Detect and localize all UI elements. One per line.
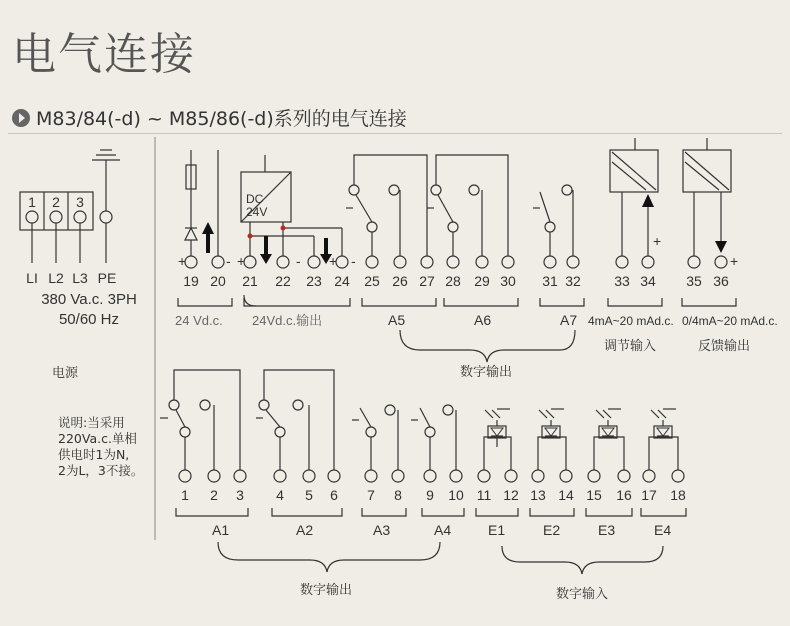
input-e4 xyxy=(649,409,678,470)
diode-icon xyxy=(185,228,197,240)
relay-a6 xyxy=(427,155,508,256)
terminal-23 xyxy=(308,256,320,268)
line-label: L2 xyxy=(48,270,64,286)
input-e2 xyxy=(538,409,566,470)
led-icon xyxy=(545,428,557,436)
caption-a3: A3 xyxy=(373,522,391,538)
power-note: 说明:当采用 220Va.c.单相 供电时1为N, 2为L，3不接。 xyxy=(58,415,144,478)
terminal-6 xyxy=(328,470,340,482)
switch-contact-icon xyxy=(266,410,280,427)
terminal-17 xyxy=(643,470,655,482)
caption-a7: A7 xyxy=(560,312,578,328)
terminal-number: 11 xyxy=(476,487,492,503)
switch-contact-icon xyxy=(176,410,185,427)
terminal-number: 22 xyxy=(275,273,291,289)
svg-text:-: - xyxy=(226,253,231,269)
terminal-15 xyxy=(588,470,600,482)
caption-e3: E3 xyxy=(598,522,616,538)
power-label: 电源 xyxy=(52,366,79,381)
terminal-number: 27 xyxy=(419,273,435,289)
terminal-11 xyxy=(478,470,490,482)
brace-digital-out-bottom xyxy=(218,542,440,572)
terminal-number: 5 xyxy=(305,487,313,503)
terminal-29 xyxy=(476,256,488,268)
terminal-8 xyxy=(392,470,404,482)
junction-dot xyxy=(281,226,286,231)
dc-24v-output-circuit xyxy=(237,155,356,269)
terminal-number: 30 xyxy=(500,273,516,289)
terminal-13 xyxy=(532,470,544,482)
terminal-number: 19 xyxy=(183,273,199,289)
relay-a7 xyxy=(533,185,573,256)
power-terminal xyxy=(26,211,38,223)
switch-contact-icon xyxy=(360,408,371,427)
caption-e2: E2 xyxy=(543,522,561,538)
svg-text:+: + xyxy=(653,233,662,249)
bottom-terminal-strip xyxy=(179,470,686,503)
power-supply-block xyxy=(20,150,120,286)
input-e3 xyxy=(594,409,624,470)
terminal-number: 15 xyxy=(586,487,602,503)
switch-contact-icon xyxy=(540,192,550,222)
relay-a3 xyxy=(352,405,398,470)
terminal-number: 13 xyxy=(530,487,546,503)
terminal-number: 34 xyxy=(640,273,656,289)
switch-contact-icon xyxy=(438,195,453,222)
adjust-input-circuit xyxy=(610,138,661,256)
input-e1 xyxy=(484,409,511,470)
subtitle: M83/84(-d) ~ M85/86(-d)系列的电气连接 xyxy=(36,108,407,130)
terminal-22 xyxy=(277,256,289,268)
power-terminal xyxy=(50,211,62,223)
terminal-24 xyxy=(336,256,348,268)
led-icon xyxy=(491,428,503,436)
terminal-number: 12 xyxy=(503,487,519,503)
terminal-16 xyxy=(618,470,630,482)
terminal-1 xyxy=(179,470,191,482)
terminal-7 xyxy=(365,470,377,482)
svg-text:+: + xyxy=(237,253,246,269)
terminal-5 xyxy=(303,470,315,482)
terminal-19 xyxy=(185,256,197,268)
terminal-number: 29 xyxy=(474,273,490,289)
terminal-number: 26 xyxy=(392,273,408,289)
terminal-10 xyxy=(450,470,462,482)
terminal-21 xyxy=(244,256,256,268)
terminal-number: 4 xyxy=(276,487,284,503)
terminal-36 xyxy=(715,256,727,268)
svg-text:-: - xyxy=(296,253,301,269)
junction-dot xyxy=(248,234,253,239)
caption-a2: A2 xyxy=(296,522,314,538)
terminal-number: 3 xyxy=(236,487,244,503)
relay-a2 xyxy=(256,370,334,470)
terminal-4 xyxy=(274,470,286,482)
terminal-number: 32 xyxy=(565,273,581,289)
led-icon xyxy=(657,428,669,436)
relay-a4 xyxy=(411,405,456,470)
down-arrow-icon xyxy=(715,241,727,253)
pe-terminal xyxy=(100,211,112,223)
power-terminal-label: 3 xyxy=(76,194,84,210)
terminal-number: 2 xyxy=(210,487,218,503)
brace-digital-out xyxy=(400,330,575,362)
caption-a4: A4 xyxy=(434,522,452,538)
feedback-output-circuit xyxy=(683,138,738,269)
page-title: 电气连接 xyxy=(12,29,196,80)
switch-contact-icon xyxy=(420,408,430,427)
terminal-31 xyxy=(544,256,556,268)
terminal-30 xyxy=(502,256,514,268)
terminal-25 xyxy=(366,256,378,268)
terminal-9 xyxy=(424,470,436,482)
brace-digital-in xyxy=(502,546,663,574)
up-arrow-icon xyxy=(642,194,654,207)
terminal-number: 25 xyxy=(364,273,380,289)
switch-contact-icon xyxy=(356,195,372,222)
relay-a1 xyxy=(160,370,240,470)
terminal-number: 14 xyxy=(558,487,574,503)
caption-a1: A1 xyxy=(212,522,230,538)
power-spec-voltage: 380 Va.c. 3PH xyxy=(41,291,137,308)
terminal-33 xyxy=(616,256,628,268)
terminal-number: 18 xyxy=(670,487,686,503)
line-label: L3 xyxy=(72,270,88,286)
power-terminal xyxy=(74,211,86,223)
relay-a5 xyxy=(346,155,427,256)
terminal-14 xyxy=(560,470,572,482)
power-terminal-label: 1 xyxy=(28,194,36,210)
dc-voltage-label: 24V xyxy=(246,205,268,219)
terminal-number: 33 xyxy=(614,273,630,289)
power-spec xyxy=(14,290,164,330)
terminal-number: 24 xyxy=(334,273,350,289)
power-terminal-label: 2 xyxy=(52,194,60,210)
led-icon xyxy=(602,428,614,436)
terminal-number: 28 xyxy=(445,273,461,289)
line-label: LI xyxy=(26,270,38,286)
terminal-26 xyxy=(394,256,406,268)
supply-input-circuit xyxy=(178,150,231,269)
svg-text:+: + xyxy=(178,253,187,269)
terminal-number: 10 xyxy=(448,487,464,503)
terminal-number: 36 xyxy=(713,273,729,289)
caption-digital-in: 数字输入 xyxy=(556,586,609,601)
caption-e4: E4 xyxy=(654,522,672,538)
terminal-number: 8 xyxy=(394,487,402,503)
terminal-34 xyxy=(642,256,654,268)
caption-a6: A6 xyxy=(474,312,492,328)
caption-e1: E1 xyxy=(488,522,506,538)
caption-digital-out: 数字输出 xyxy=(460,364,513,379)
terminal-number: 17 xyxy=(641,487,657,503)
terminal-number: 7 xyxy=(367,487,375,503)
line-label: PE xyxy=(97,270,117,286)
terminal-12 xyxy=(505,470,517,482)
svg-text:+: + xyxy=(329,253,338,269)
terminal-number: 35 xyxy=(686,273,702,289)
caption-fb-range: 0/4mA~20 mAd.c. xyxy=(682,314,778,328)
terminal-3 xyxy=(234,470,246,482)
terminal-18 xyxy=(672,470,684,482)
terminal-number: 23 xyxy=(306,273,322,289)
dc-label: DC xyxy=(246,192,264,206)
caption-adj-input: 调节输入 xyxy=(604,338,657,353)
terminal-number: 16 xyxy=(616,487,632,503)
terminal-number: 31 xyxy=(542,273,558,289)
terminal-number: 1 xyxy=(181,487,189,503)
terminal-number: 21 xyxy=(242,273,258,289)
svg-text:-: - xyxy=(351,253,356,269)
terminal-2 xyxy=(208,470,220,482)
terminal-number: 6 xyxy=(330,487,338,503)
bottom-brackets xyxy=(176,508,686,574)
terminal-32 xyxy=(567,256,579,268)
terminal-number: 20 xyxy=(210,273,226,289)
caption-supply-in: 24 Vd.c. xyxy=(175,313,223,328)
caption-supply-out: 24Vd.c.输出 xyxy=(252,313,323,328)
terminal-20 xyxy=(212,256,224,268)
caption-fb-output: 反馈输出 xyxy=(698,338,751,353)
terminal-number: 9 xyxy=(426,487,434,503)
terminal-35 xyxy=(688,256,700,268)
svg-text:+: + xyxy=(730,253,739,269)
caption-adj-range: 4mA~20 mAd.c. xyxy=(588,314,674,328)
caption-digital-out-bottom: 数字输出 xyxy=(300,582,353,597)
power-spec-frequency: 50/60 Hz xyxy=(58,311,120,328)
terminal-27 xyxy=(421,256,433,268)
caption-a5: A5 xyxy=(388,312,406,328)
terminal-28 xyxy=(447,256,459,268)
